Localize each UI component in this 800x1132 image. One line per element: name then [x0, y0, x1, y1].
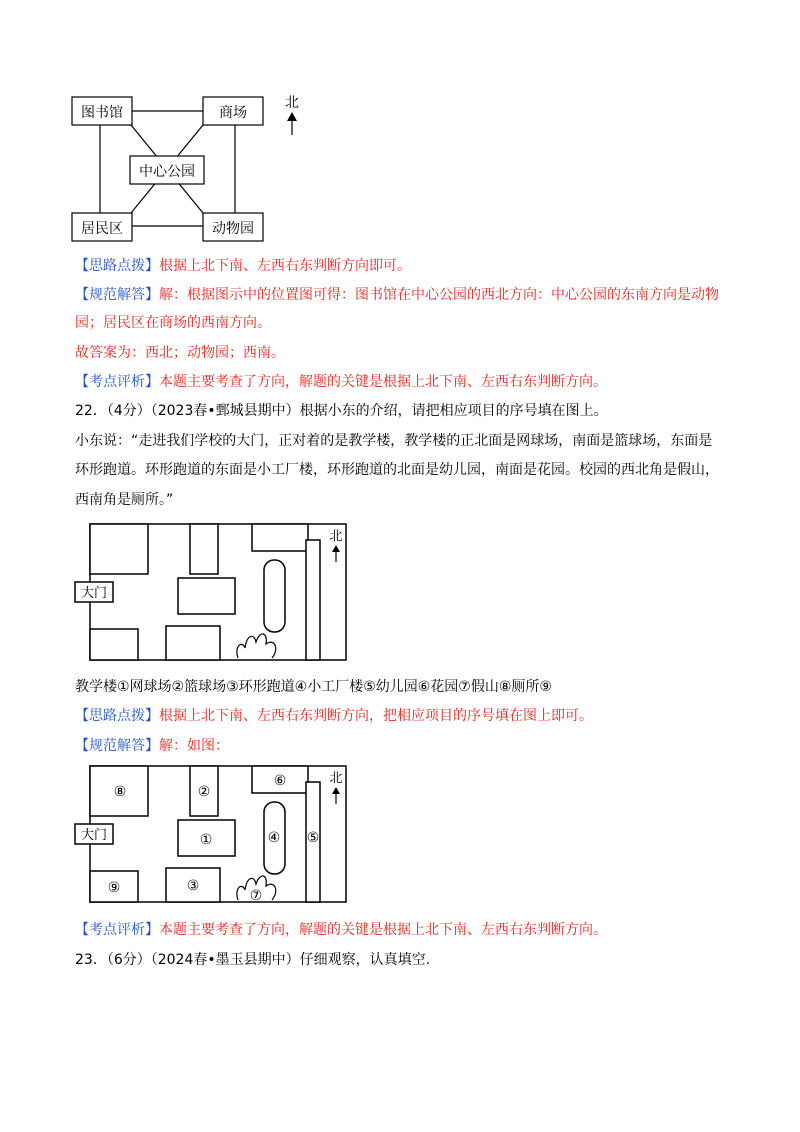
- q21-hint: [75, 256, 411, 276]
- q22-items: 教学楼①网球场②篮球场③环形跑道④小工厂楼⑤幼儿园⑥花园⑦假山⑧厕所⑨: [75, 679, 552, 695]
- garden-shape: [237, 634, 276, 658]
- answer-garden: ⑦: [249, 888, 263, 904]
- q22-header: 22．（4分）（2023春•鄄城县期中）根据小东的介绍，请把相应项目的序号填在图上。: [75, 403, 608, 419]
- sw-block: [90, 629, 138, 660]
- hint-text: 根据上北下南、左西右东判断方向，把相应项目的序号填在图上即可。: [159, 708, 593, 724]
- north-arrowhead: [332, 545, 340, 552]
- solution-tag: 【规范解答】: [75, 287, 159, 303]
- north-arrowhead: [332, 787, 340, 794]
- answer-teaching: ①: [199, 832, 213, 848]
- q22-review: [75, 920, 607, 940]
- track: [264, 560, 285, 632]
- school-map-blank: [70, 518, 360, 668]
- q22-intro-line2: 环形跑道。环形跑道的东面是小工厂楼，环形跑道的北面是幼儿园，南面是花园。校园的西北角是假山，: [75, 462, 719, 478]
- nw-block: [90, 524, 148, 574]
- solution-text: 解：如图：: [159, 738, 229, 754]
- residential-label: 居民区: [81, 221, 123, 237]
- north-arrowhead: [287, 112, 297, 121]
- s-block: [166, 626, 220, 660]
- review-text: 本题主要考查了方向，解题的关键是根据上北下南、左西右东判断方向。: [159, 374, 607, 390]
- east-block: [306, 540, 320, 660]
- review-tag: 【考点评析】: [75, 374, 159, 390]
- zoo-label: 动物园: [212, 221, 254, 237]
- n-block: [190, 524, 218, 574]
- q21-solution-line1: [75, 285, 719, 305]
- park-label: 中心公园: [139, 164, 195, 180]
- library-label: 图书馆: [81, 105, 123, 121]
- solution-tag: 【规范解答】: [75, 738, 159, 754]
- q21-solution-line2: 园；居民区在商场的西南方向。: [75, 315, 271, 331]
- answer-rockery: ⑧: [113, 784, 127, 800]
- mall-label: 商场: [219, 105, 247, 121]
- solution-text: 解：根据图示中的位置图可得：图书馆在中心公园的西北方向：中心公园的东南方向是动物: [159, 287, 719, 303]
- answer-track: ④: [267, 830, 281, 846]
- gate-label: 大门: [80, 586, 108, 601]
- hint-text: 根据上北下南、左西右东判断方向即可。: [159, 258, 411, 274]
- q21-review: [75, 372, 607, 392]
- hint-tag: 【思路点拨】: [75, 708, 159, 724]
- direction-map-1: [60, 85, 320, 245]
- hint-tag: 【思路点拨】: [75, 258, 159, 274]
- answer-tennis: ②: [197, 784, 211, 800]
- q22-intro-line3: 西南角是厕所。”: [75, 492, 174, 508]
- q21-answer: 故答案为：西北；动物园；西南。: [75, 345, 285, 361]
- center-block: [178, 578, 235, 614]
- north-label: 北: [285, 95, 299, 111]
- q22-hint: [75, 706, 593, 726]
- north-label: 北: [329, 771, 343, 786]
- answer-basketball: ③: [186, 878, 200, 894]
- review-tag: 【考点评析】: [75, 922, 159, 938]
- school-map-answered: [70, 760, 360, 910]
- q22-intro-line1: 小东说：“走进我们学校的大门，正对着的是教学楼，教学楼的正北面是网球场，南面是篮球场，东面是: [75, 433, 713, 449]
- north-label: 北: [329, 529, 343, 544]
- q23-header: 23．（6分）（2024春•墨玉县期中）仔细观察，认真填空.: [75, 952, 431, 968]
- answer-toilet: ⑨: [107, 880, 121, 896]
- gate-label: 大门: [80, 828, 108, 843]
- answer-kindergarten: ⑥: [273, 773, 287, 789]
- ne-block: [252, 524, 308, 551]
- review-text: 本题主要考查了方向，解题的关键是根据上北下南、左西右东判断方向。: [159, 922, 607, 938]
- q22-solution: [75, 736, 229, 756]
- answer-factory: ⑤: [306, 830, 320, 846]
